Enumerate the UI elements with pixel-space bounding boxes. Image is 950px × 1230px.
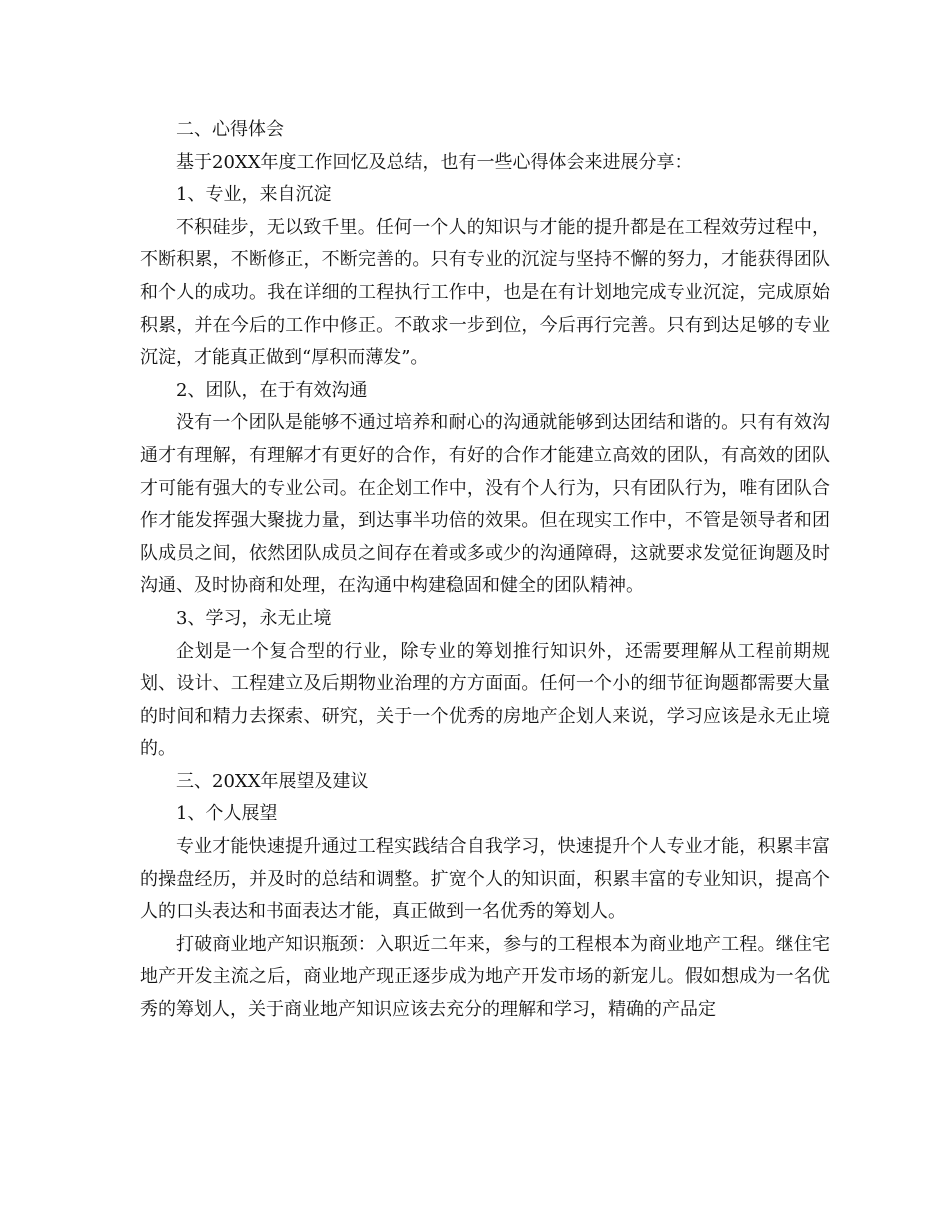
section-heading-insights: 二、心得体会 bbox=[176, 119, 284, 140]
section-heading-outlook: 三、20XX年展望及建议 bbox=[176, 770, 369, 792]
paragraph-skill-improvement: 专业才能快速提升通过工程实践结合自我学习，快速提升个人专业才能，积累丰富的操盘经历，并及时的总结和调整。扩宽个人的知识面，积累丰富的专业知识，提高个人的口头表达和书面表达才能，真正做到一名优秀的筹划人。 bbox=[140, 836, 830, 923]
subheading-professional: 1、专业，来自沉淀 bbox=[176, 184, 332, 206]
document-body bbox=[140, 114, 830, 1027]
subheading-learning: 3、学习，永无止境 bbox=[176, 607, 332, 629]
paragraph-commercial-realestate: 打破商业地产知识瓶颈：入职近二年来，参与的工程根本为商业地产工程。继住宅地产开发主流之后，商业地产现正逐步成为地产开发市场的新宠儿。假如想成为一名优秀的筹划人，关于商业地产知识应该去充分的理解和学习，精确的产品定 bbox=[140, 933, 830, 1021]
paragraph-learning: 企划是一个复合型的行业，除专业的筹划推行知识外，还需要理解从工程前期规划、设计、工程建立及后期物业治理的方方面面。任何一个小的细节征询题都需要大量的时间和精力去探索、研究，关于一个优秀的房地产企划人来说，学习应该是永无止境的。 bbox=[140, 640, 830, 760]
subheading-team: 2、团队，在于有效沟通 bbox=[176, 379, 368, 401]
intro-paragraph: 基于20XX年度工作回忆及总结，也有一些心得体会来进展分享： bbox=[176, 151, 693, 173]
paragraph-team: 没有一个团队是能够不通过培养和耐心的沟通就能够到达团结和谐的。只有有效沟通才有理解，有理解才有更好的合作，有好的合作才能建立高效的团队，有高效的团队才可能有强大的专业公司。在企划工作中，没有个人行为，只有团队行为，唯有团队合作才能发挥强大聚拢力量，到达事半功倍的效果。但在现实工作中，不管是领导者和团队成员之间，依然团队成员之间存在着或多或少的沟通障碍，这就要求发觉征询题及时沟通、及时协商和处理，在沟通中构建稳固和健全的团队精神。 bbox=[140, 412, 830, 597]
subheading-personal-outlook: 1、个人展望 bbox=[176, 803, 278, 825]
paragraph-professional: 不积硅步，无以致千里。任何一个人的知识与才能的提升都是在工程效劳过程中，不断积累，不断修正，不断完善的。只有专业的沉淀与坚持不懈的努力，才能获得团队和个人的成功。我在详细的工程执行工作中，也是在有计划地完成专业沉淀，完成原始积累，并在今后的工作中修正。不敢求一步到位，今后再行完善。只有到达足够的专业沉淀，才能真正做到“厚积而薄发”。 bbox=[140, 216, 830, 369]
